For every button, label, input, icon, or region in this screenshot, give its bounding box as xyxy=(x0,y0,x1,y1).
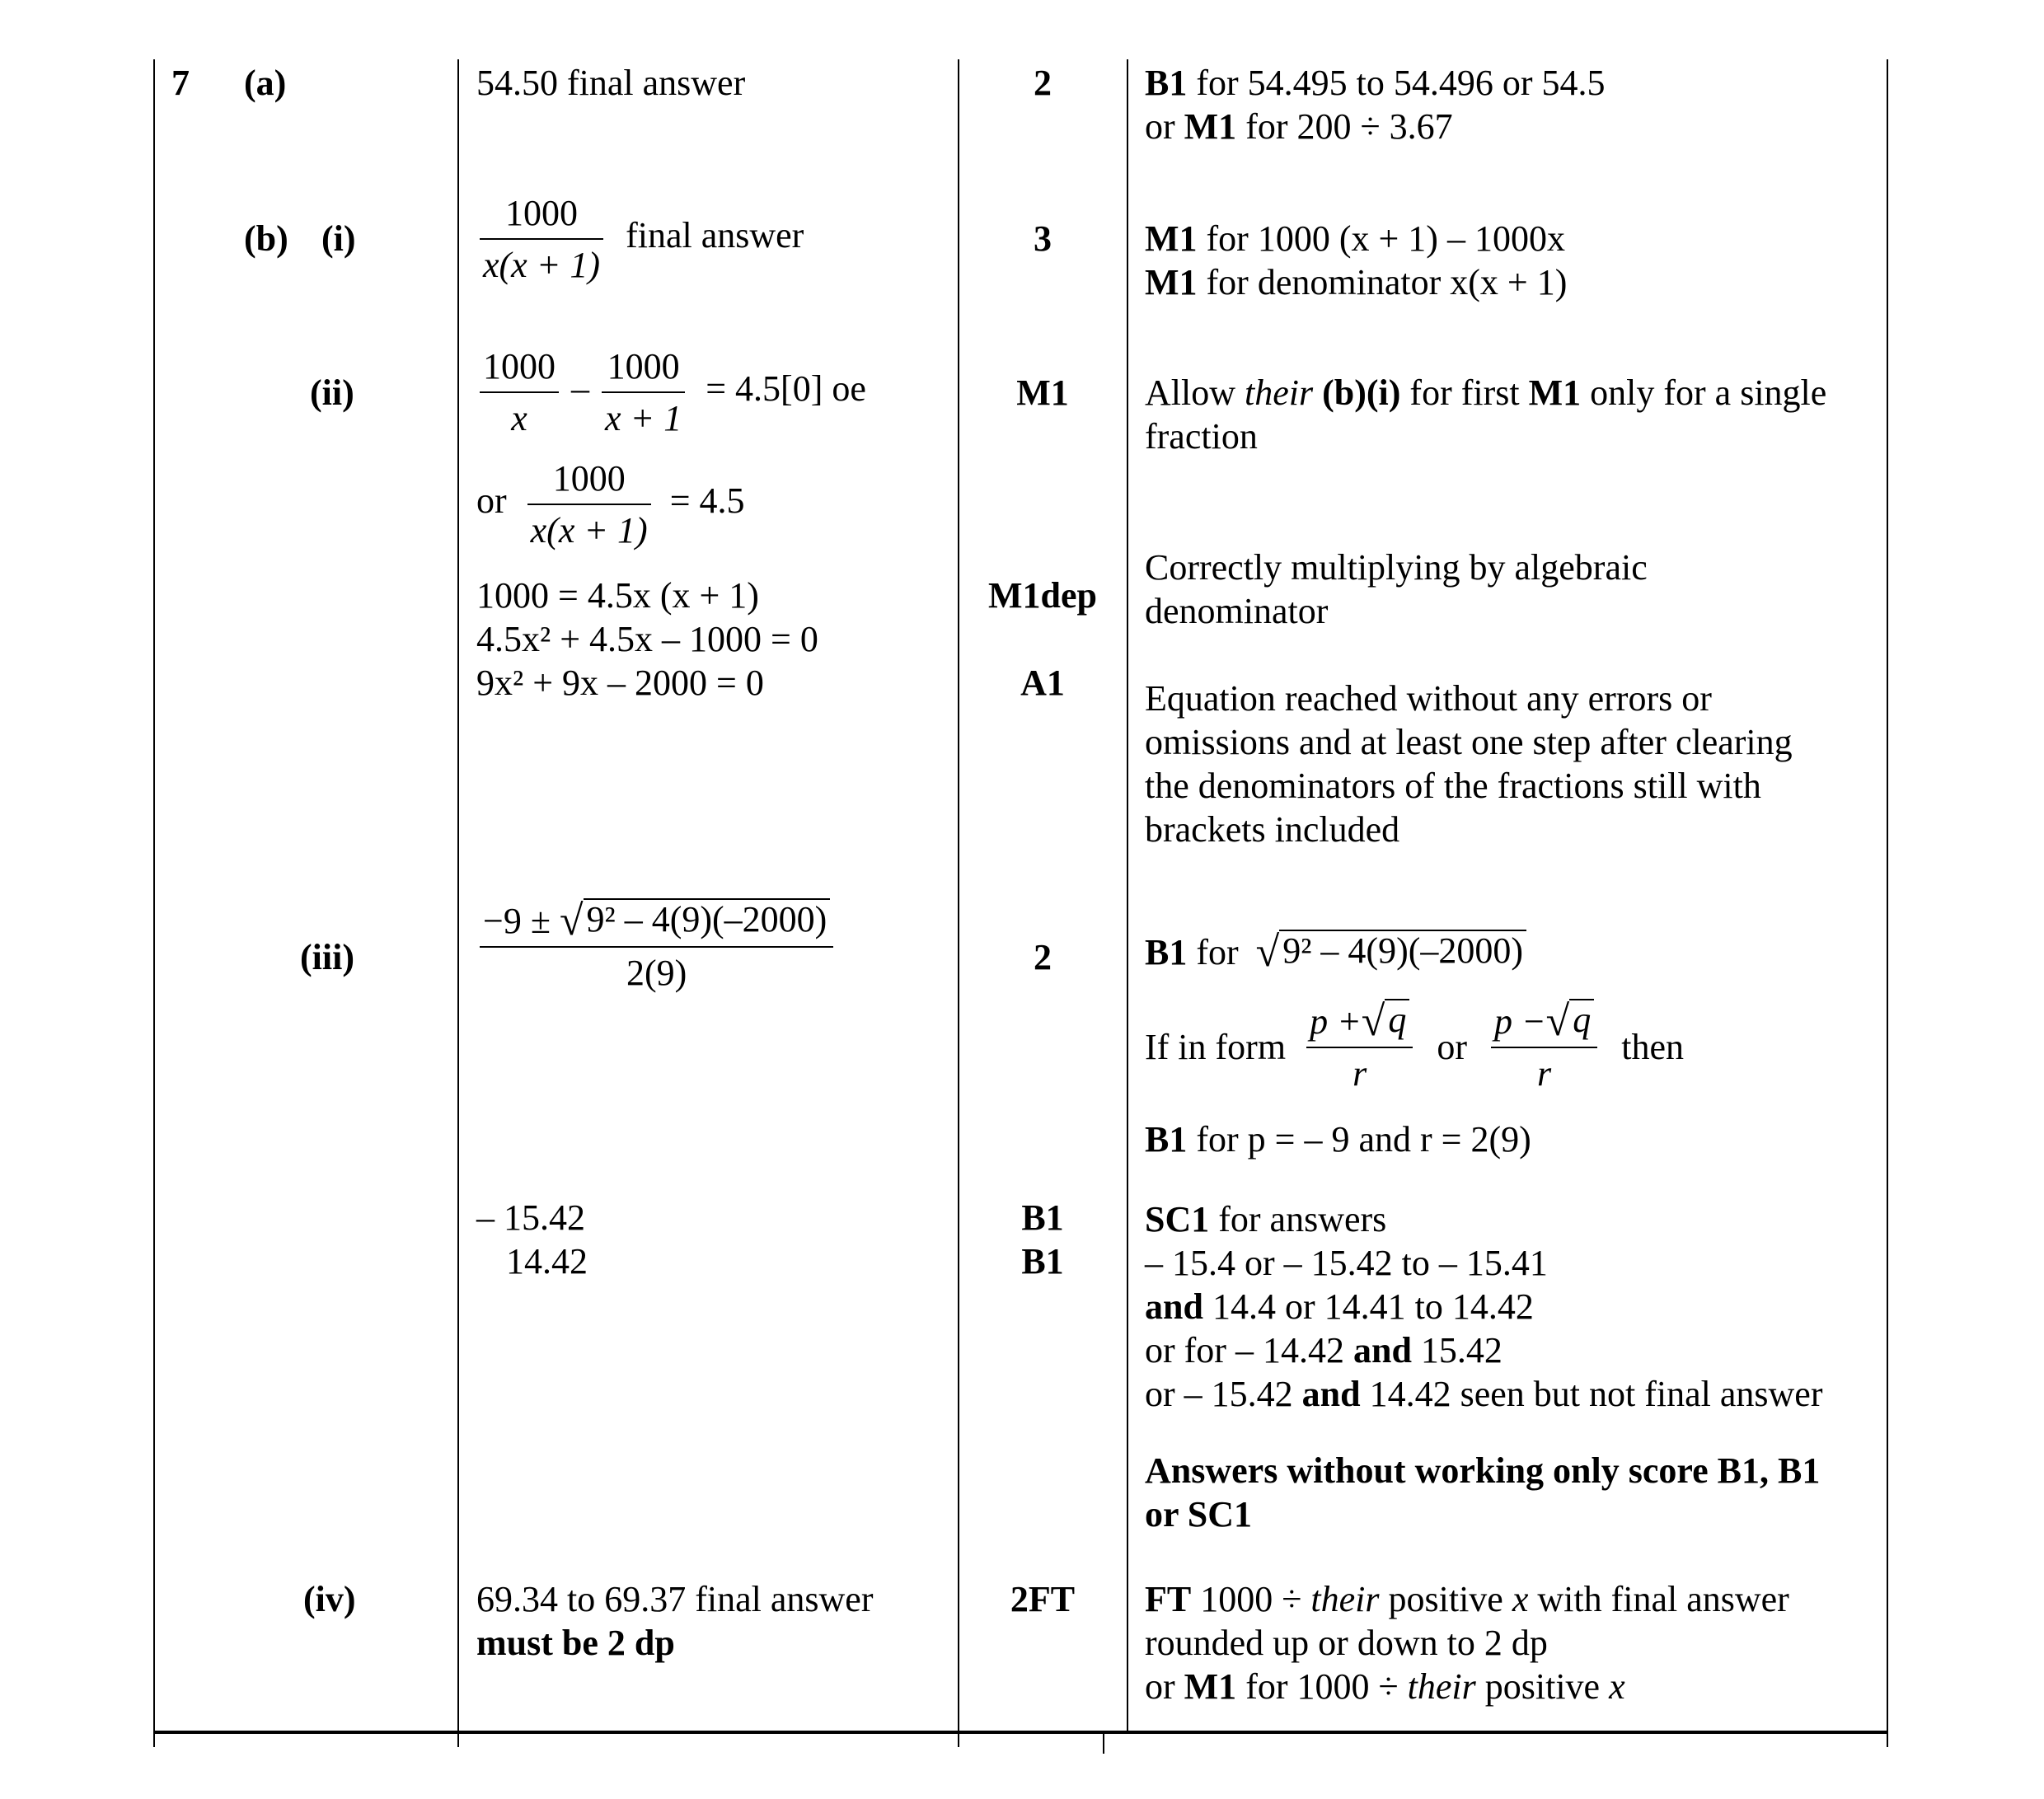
answer-bii-alternative: or $\frac{1000}{x(x + 1)}$ = 4.5 xyxy=(476,458,745,550)
mark-biii-b1-second: B1 xyxy=(1021,1241,1064,1281)
answer-bii-line-2: 4.5x² + 4.5x – 1000 = 0 xyxy=(476,619,818,659)
square-root-icon: √ q xyxy=(1546,999,1595,1042)
answer-biii-formula xyxy=(480,898,833,995)
guidance-bii-mult-line-1: Correctly multiplying by algebraic xyxy=(1145,547,1648,588)
guidance-biii-sc1-line-1: SC1 for answers xyxy=(1145,1199,1387,1239)
square-root-icon: √ 9² – 4(9)(–2000) xyxy=(1256,930,1526,972)
guidance-bii-eq-line-4: brackets included xyxy=(1145,809,1400,850)
answer-bii-fraction-3: $\frac{1000}{x(x + 1)}$ xyxy=(527,457,651,552)
guidance-bii-eq-line-1: Equation reached without any errors or xyxy=(1145,678,1712,719)
part-label-b: (b) xyxy=(244,218,288,259)
guidance-biii-b1-pr: B1 for p = – 9 and r = 2(9) xyxy=(1145,1119,1531,1160)
guidance-biii-form: If in form p + √ q r or p − √ q r then xyxy=(1145,998,1684,1094)
guidance-bii-allow-line-1: Allow their (b)(i) for first M1 only for a single xyxy=(1145,372,1827,413)
subpart-label-iii: (iii) xyxy=(300,937,354,977)
mark-bii-m1dep: M1dep xyxy=(988,575,1097,616)
answer-bii-fraction-1: $\frac{1000}{x}$ xyxy=(480,344,559,440)
square-root-icon: √ q xyxy=(1362,999,1410,1042)
subpart-label-iv: (iv) xyxy=(303,1579,356,1619)
answer-biv-line-2: must be 2 dp xyxy=(476,1623,675,1663)
guidance-bi-line-1: M1 for 1000 (x + 1) – 1000x xyxy=(1145,218,1565,259)
answer-bii-line-3: 9x² + 9x – 2000 = 0 xyxy=(476,663,764,703)
guidance-a-line-2: or M1 for 200 ÷ 3.67 xyxy=(1145,106,1453,147)
guidance-bii-eq-line-2: omissions and at least one step after clearing xyxy=(1145,722,1793,762)
answer-bi: $\frac{1000}{x(x + 1)}$ final answer xyxy=(480,191,804,287)
next-row-stub-marks xyxy=(1103,1734,1104,1754)
guidance-biii-b1-discriminant: B1 for √ 9² – 4(9)(–2000) xyxy=(1145,930,1526,974)
guidance-biii-note-line-2: or SC1 xyxy=(1145,1494,1252,1534)
subpart-label-ii: (ii) xyxy=(310,372,354,413)
answer-bi-fraction: $\frac{1000}{x(x + 1)}$ xyxy=(480,191,603,287)
guidance-biii-sc1-line-3: and 14.4 or 14.41 to 14.42 xyxy=(1145,1286,1534,1327)
guidance-biv-line-1: FT 1000 ÷ their positive x with final answer xyxy=(1145,1579,1789,1619)
answer-biv-line-1: 69.34 to 69.37 final answer xyxy=(476,1579,874,1619)
guidance-biv-line-3: or M1 for 1000 ÷ their positive x xyxy=(1145,1666,1625,1707)
mark-biii-b1-first: B1 xyxy=(1021,1197,1064,1238)
mark-bii-m1: M1 xyxy=(1016,372,1069,413)
guidance-biii-sc1-line-2: – 15.4 or – 15.42 to – 15.41 xyxy=(1145,1243,1548,1283)
table-divider-guidance xyxy=(1127,59,1128,1731)
guidance-bii-eq-line-3: the denominators of the fractions still with xyxy=(1145,766,1761,806)
table-divider-marks xyxy=(958,59,959,1747)
square-root-icon: √ 9² – 4(9)(–2000) xyxy=(560,898,830,941)
guidance-bii-allow-line-2: fraction xyxy=(1145,416,1258,457)
part-label-a: (a) xyxy=(244,63,287,103)
answer-bii-line-1: 1000 = 4.5x (x + 1) xyxy=(476,575,759,616)
guidance-biii-note-line-1: Answers without working only score B1, B1 xyxy=(1145,1450,1821,1491)
mark-bi: 3 xyxy=(1034,218,1052,259)
answer-biii-root-2: 14.42 xyxy=(506,1241,588,1281)
answer-bii-equation: $\frac{1000}{x}$ – $\frac{1000}{x + 1}$ = 4.5[0] oe xyxy=(480,344,866,440)
guidance-biii-form-fraction-minus: p − √ q r xyxy=(1491,999,1597,1095)
guidance-bi-line-2: M1 for denominator x(x + 1) xyxy=(1145,262,1568,302)
answer-a: 54.50 final answer xyxy=(476,63,746,103)
guidance-bii-mult-line-2: denominator xyxy=(1145,591,1329,631)
table-border-right xyxy=(1887,59,1888,1747)
guidance-biii-form-fraction-plus: p + √ q r xyxy=(1306,999,1413,1095)
guidance-biii-sc1-line-4: or for – 14.42 and 15.42 xyxy=(1145,1330,1503,1370)
guidance-biii-sc1-line-5: or – 15.42 and 14.42 seen but not final answer xyxy=(1145,1374,1823,1414)
mark-a: 2 xyxy=(1034,63,1052,103)
answer-bii-fraction-2: $\frac{1000}{x + 1}$ xyxy=(602,344,685,440)
guidance-a-line-1: B1 for 54.495 to 54.496 or 54.5 xyxy=(1145,63,1606,103)
guidance-biv-line-2: rounded up or down to 2 dp xyxy=(1145,1623,1548,1663)
mark-bii-a1: A1 xyxy=(1020,663,1065,703)
mark-biv: 2FT xyxy=(1010,1579,1076,1619)
answer-biii-fraction: −9 ± √ 9² – 4(9)(–2000) 2(9) xyxy=(480,898,833,995)
table-border-left xyxy=(153,59,155,1747)
table-bottom-rule xyxy=(153,1731,1887,1734)
mark-biii: 2 xyxy=(1034,937,1052,977)
subpart-label-i: (i) xyxy=(321,218,356,259)
question-number: 7 xyxy=(171,63,190,103)
answer-biii-root-1: – 15.42 xyxy=(476,1197,585,1238)
table-divider-answer xyxy=(457,59,459,1747)
